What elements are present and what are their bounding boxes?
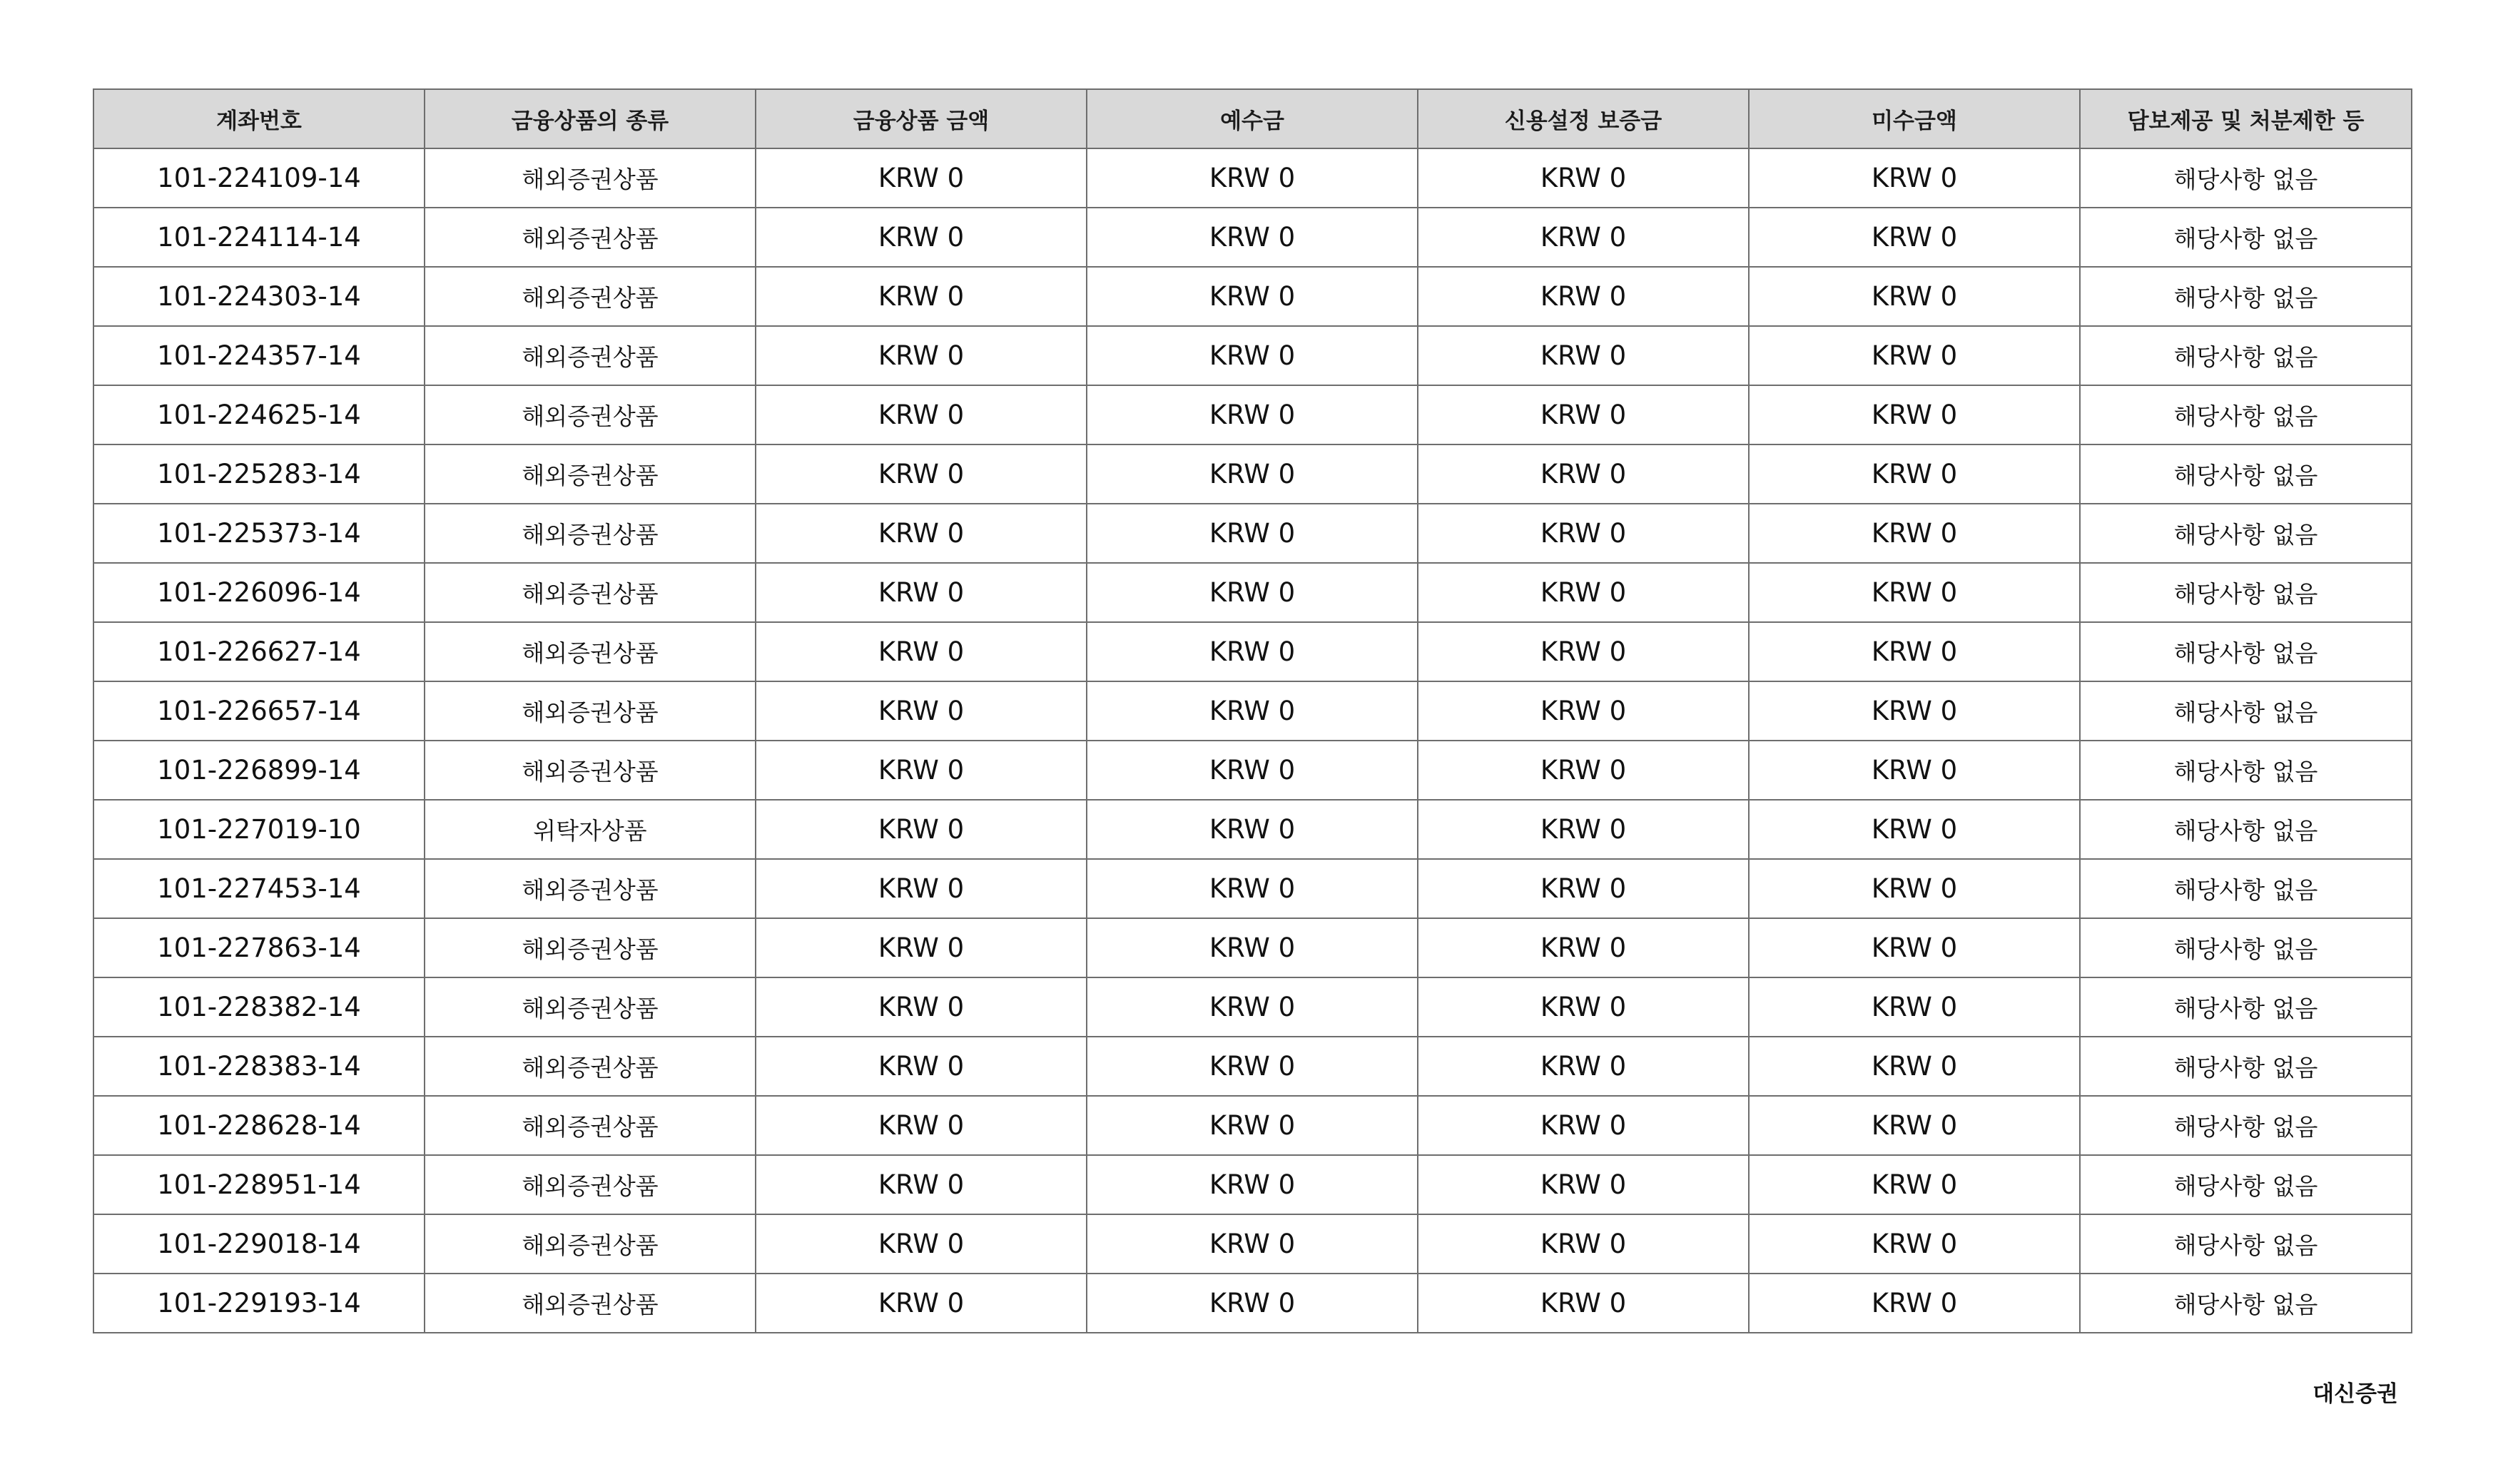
- outstanding-amount-cell: KRW 0: [1749, 208, 2080, 267]
- table-row: [93, 681, 2412, 741]
- credit-margin-cell: KRW 0: [1418, 622, 1749, 681]
- outstanding-amount-cell: KRW 0: [1749, 326, 2080, 385]
- credit-margin-cell: KRW 0: [1418, 385, 1749, 444]
- deposit-cell: KRW 0: [1087, 918, 1418, 977]
- product-amount-cell: KRW 0: [756, 444, 1087, 504]
- collateral-restriction-cell: 해당사항 없음: [2080, 918, 2412, 977]
- table-row: [93, 741, 2412, 800]
- collateral-restriction-cell: 해당사항 없음: [2080, 622, 2412, 681]
- account-number-cell: 101-228951-14: [93, 1155, 425, 1214]
- product-type-cell: 해외증권상품: [425, 1037, 756, 1096]
- collateral-restriction-cell: 해당사항 없음: [2080, 1214, 2412, 1274]
- table-row: [93, 385, 2412, 444]
- product-type-cell: 해외증권상품: [425, 148, 756, 208]
- table-body: [93, 148, 2412, 1333]
- collateral-restriction-cell: 해당사항 없음: [2080, 208, 2412, 267]
- deposit-cell: KRW 0: [1087, 1274, 1418, 1333]
- product-type-cell: 해외증권상품: [425, 208, 756, 267]
- product-type-cell: 해외증권상품: [425, 563, 756, 622]
- table-row: [93, 1096, 2412, 1155]
- account-number-cell: 101-226899-14: [93, 741, 425, 800]
- product-type-cell: 해외증권상품: [425, 504, 756, 563]
- column-header-product-type: 금융상품의 종류: [425, 89, 756, 148]
- collateral-restriction-cell: 해당사항 없음: [2080, 148, 2412, 208]
- product-amount-cell: KRW 0: [756, 1214, 1087, 1274]
- deposit-cell: KRW 0: [1087, 208, 1418, 267]
- credit-margin-cell: KRW 0: [1418, 148, 1749, 208]
- product-amount-cell: KRW 0: [756, 1155, 1087, 1214]
- collateral-restriction-cell: 해당사항 없음: [2080, 1155, 2412, 1214]
- account-number-cell: 101-229018-14: [93, 1214, 425, 1274]
- account-number-cell: 101-226627-14: [93, 622, 425, 681]
- product-amount-cell: KRW 0: [756, 681, 1087, 741]
- credit-margin-cell: KRW 0: [1418, 977, 1749, 1037]
- product-type-cell: 해외증권상품: [425, 918, 756, 977]
- outstanding-amount-cell: KRW 0: [1749, 859, 2080, 918]
- table-row: [93, 267, 2412, 326]
- deposit-cell: KRW 0: [1087, 800, 1418, 859]
- collateral-restriction-cell: 해당사항 없음: [2080, 1274, 2412, 1333]
- outstanding-amount-cell: KRW 0: [1749, 681, 2080, 741]
- product-amount-cell: KRW 0: [756, 504, 1087, 563]
- table-row: [93, 800, 2412, 859]
- column-header-credit-margin: 신용설정 보증금: [1418, 89, 1749, 148]
- credit-margin-cell: KRW 0: [1418, 741, 1749, 800]
- outstanding-amount-cell: KRW 0: [1749, 1155, 2080, 1214]
- table-row: [93, 1214, 2412, 1274]
- deposit-cell: KRW 0: [1087, 267, 1418, 326]
- product-amount-cell: KRW 0: [756, 1037, 1087, 1096]
- table-row: [93, 977, 2412, 1037]
- product-type-cell: 해외증권상품: [425, 1274, 756, 1333]
- product-type-cell: 해외증권상품: [425, 977, 756, 1037]
- product-amount-cell: KRW 0: [756, 385, 1087, 444]
- account-number-cell: 101-226657-14: [93, 681, 425, 741]
- product-amount-cell: KRW 0: [756, 741, 1087, 800]
- collateral-restriction-cell: 해당사항 없음: [2080, 800, 2412, 859]
- footer-company-name: 대신증권: [2312, 1381, 2398, 1407]
- account-number-cell: 101-224357-14: [93, 326, 425, 385]
- account-number-cell: 101-225283-14: [93, 444, 425, 504]
- product-type-cell: 해외증권상품: [425, 741, 756, 800]
- account-number-cell: 101-228383-14: [93, 1037, 425, 1096]
- account-number-cell: 101-227863-14: [93, 918, 425, 977]
- product-amount-cell: KRW 0: [756, 622, 1087, 681]
- collateral-restriction-cell: 해당사항 없음: [2080, 859, 2412, 918]
- product-amount-cell: KRW 0: [756, 977, 1087, 1037]
- deposit-cell: KRW 0: [1087, 622, 1418, 681]
- outstanding-amount-cell: KRW 0: [1749, 622, 2080, 681]
- collateral-restriction-cell: 해당사항 없음: [2080, 504, 2412, 563]
- deposit-cell: KRW 0: [1087, 148, 1418, 208]
- account-number-cell: 101-225373-14: [93, 504, 425, 563]
- credit-margin-cell: KRW 0: [1418, 563, 1749, 622]
- account-number-cell: 101-229193-14: [93, 1274, 425, 1333]
- outstanding-amount-cell: KRW 0: [1749, 267, 2080, 326]
- deposit-cell: KRW 0: [1087, 681, 1418, 741]
- outstanding-amount-cell: KRW 0: [1749, 563, 2080, 622]
- credit-margin-cell: KRW 0: [1418, 208, 1749, 267]
- table-row: [93, 148, 2412, 208]
- table-row: [93, 1274, 2412, 1333]
- collateral-restriction-cell: 해당사항 없음: [2080, 1037, 2412, 1096]
- credit-margin-cell: KRW 0: [1418, 444, 1749, 504]
- account-balance-table: [93, 88, 2412, 1333]
- credit-margin-cell: KRW 0: [1418, 1214, 1749, 1274]
- outstanding-amount-cell: KRW 0: [1749, 1274, 2080, 1333]
- account-number-cell: 101-226096-14: [93, 563, 425, 622]
- outstanding-amount-cell: KRW 0: [1749, 918, 2080, 977]
- outstanding-amount-cell: KRW 0: [1749, 148, 2080, 208]
- account-number-cell: 101-228628-14: [93, 1096, 425, 1155]
- deposit-cell: KRW 0: [1087, 1155, 1418, 1214]
- table-row: [93, 208, 2412, 267]
- product-type-cell: 해외증권상품: [425, 326, 756, 385]
- product-type-cell: 해외증권상품: [425, 385, 756, 444]
- collateral-restriction-cell: 해당사항 없음: [2080, 681, 2412, 741]
- credit-margin-cell: KRW 0: [1418, 326, 1749, 385]
- column-header-product-amount: 금융상품 금액: [756, 89, 1087, 148]
- table-row: [93, 504, 2412, 563]
- credit-margin-cell: KRW 0: [1418, 1155, 1749, 1214]
- outstanding-amount-cell: KRW 0: [1749, 444, 2080, 504]
- outstanding-amount-cell: KRW 0: [1749, 741, 2080, 800]
- product-type-cell: 해외증권상품: [425, 1214, 756, 1274]
- account-number-cell: 101-224109-14: [93, 148, 425, 208]
- table-row: [93, 326, 2412, 385]
- deposit-cell: KRW 0: [1087, 1214, 1418, 1274]
- credit-margin-cell: KRW 0: [1418, 1037, 1749, 1096]
- column-header-deposit: 예수금: [1087, 89, 1418, 148]
- credit-margin-cell: KRW 0: [1418, 681, 1749, 741]
- column-header-outstanding-amount: 미수금액: [1749, 89, 2080, 148]
- deposit-cell: KRW 0: [1087, 385, 1418, 444]
- deposit-cell: KRW 0: [1087, 859, 1418, 918]
- credit-margin-cell: KRW 0: [1418, 800, 1749, 859]
- collateral-restriction-cell: 해당사항 없음: [2080, 563, 2412, 622]
- table-header-row: [93, 89, 2412, 148]
- table-row: [93, 563, 2412, 622]
- deposit-cell: KRW 0: [1087, 444, 1418, 504]
- product-type-cell: 해외증권상품: [425, 859, 756, 918]
- account-number-cell: 101-224625-14: [93, 385, 425, 444]
- collateral-restriction-cell: 해당사항 없음: [2080, 326, 2412, 385]
- table-row: [93, 859, 2412, 918]
- credit-margin-cell: KRW 0: [1418, 1096, 1749, 1155]
- product-amount-cell: KRW 0: [756, 208, 1087, 267]
- deposit-cell: KRW 0: [1087, 1096, 1418, 1155]
- credit-margin-cell: KRW 0: [1418, 504, 1749, 563]
- deposit-cell: KRW 0: [1087, 563, 1418, 622]
- outstanding-amount-cell: KRW 0: [1749, 504, 2080, 563]
- column-header-account-number: 계좌번호: [93, 89, 425, 148]
- outstanding-amount-cell: KRW 0: [1749, 385, 2080, 444]
- table-row: [93, 622, 2412, 681]
- collateral-restriction-cell: 해당사항 없음: [2080, 385, 2412, 444]
- product-amount-cell: KRW 0: [756, 1096, 1087, 1155]
- outstanding-amount-cell: KRW 0: [1749, 1096, 2080, 1155]
- product-amount-cell: KRW 0: [756, 326, 1087, 385]
- deposit-cell: KRW 0: [1087, 977, 1418, 1037]
- product-amount-cell: KRW 0: [756, 859, 1087, 918]
- collateral-restriction-cell: 해당사항 없음: [2080, 444, 2412, 504]
- product-type-cell: 해외증권상품: [425, 681, 756, 741]
- table-row: [93, 918, 2412, 977]
- account-number-cell: 101-224303-14: [93, 267, 425, 326]
- collateral-restriction-cell: 해당사항 없음: [2080, 741, 2412, 800]
- deposit-cell: KRW 0: [1087, 741, 1418, 800]
- product-amount-cell: KRW 0: [756, 800, 1087, 859]
- credit-margin-cell: KRW 0: [1418, 918, 1749, 977]
- product-type-cell: 위탁자상품: [425, 800, 756, 859]
- credit-margin-cell: KRW 0: [1418, 859, 1749, 918]
- collateral-restriction-cell: 해당사항 없음: [2080, 1096, 2412, 1155]
- credit-margin-cell: KRW 0: [1418, 1274, 1749, 1333]
- outstanding-amount-cell: KRW 0: [1749, 800, 2080, 859]
- table-row: [93, 444, 2412, 504]
- table-row: [93, 1155, 2412, 1214]
- table-row: [93, 1037, 2412, 1096]
- product-amount-cell: KRW 0: [756, 267, 1087, 326]
- column-header-collateral-restriction: 담보제공 및 처분제한 등: [2080, 89, 2412, 148]
- product-type-cell: 해외증권상품: [425, 1096, 756, 1155]
- product-type-cell: 해외증권상품: [425, 267, 756, 326]
- credit-margin-cell: KRW 0: [1418, 267, 1749, 326]
- product-amount-cell: KRW 0: [756, 148, 1087, 208]
- account-number-cell: 101-224114-14: [93, 208, 425, 267]
- account-number-cell: 101-227019-10: [93, 800, 425, 859]
- outstanding-amount-cell: KRW 0: [1749, 1037, 2080, 1096]
- outstanding-amount-cell: KRW 0: [1749, 977, 2080, 1037]
- product-amount-cell: KRW 0: [756, 918, 1087, 977]
- collateral-restriction-cell: 해당사항 없음: [2080, 977, 2412, 1037]
- account-number-cell: 101-227453-14: [93, 859, 425, 918]
- deposit-cell: KRW 0: [1087, 504, 1418, 563]
- deposit-cell: KRW 0: [1087, 326, 1418, 385]
- deposit-cell: KRW 0: [1087, 1037, 1418, 1096]
- product-type-cell: 해외증권상품: [425, 622, 756, 681]
- product-amount-cell: KRW 0: [756, 563, 1087, 622]
- product-type-cell: 해외증권상품: [425, 444, 756, 504]
- product-type-cell: 해외증권상품: [425, 1155, 756, 1214]
- product-amount-cell: KRW 0: [756, 1274, 1087, 1333]
- outstanding-amount-cell: KRW 0: [1749, 1214, 2080, 1274]
- account-number-cell: 101-228382-14: [93, 977, 425, 1037]
- collateral-restriction-cell: 해당사항 없음: [2080, 267, 2412, 326]
